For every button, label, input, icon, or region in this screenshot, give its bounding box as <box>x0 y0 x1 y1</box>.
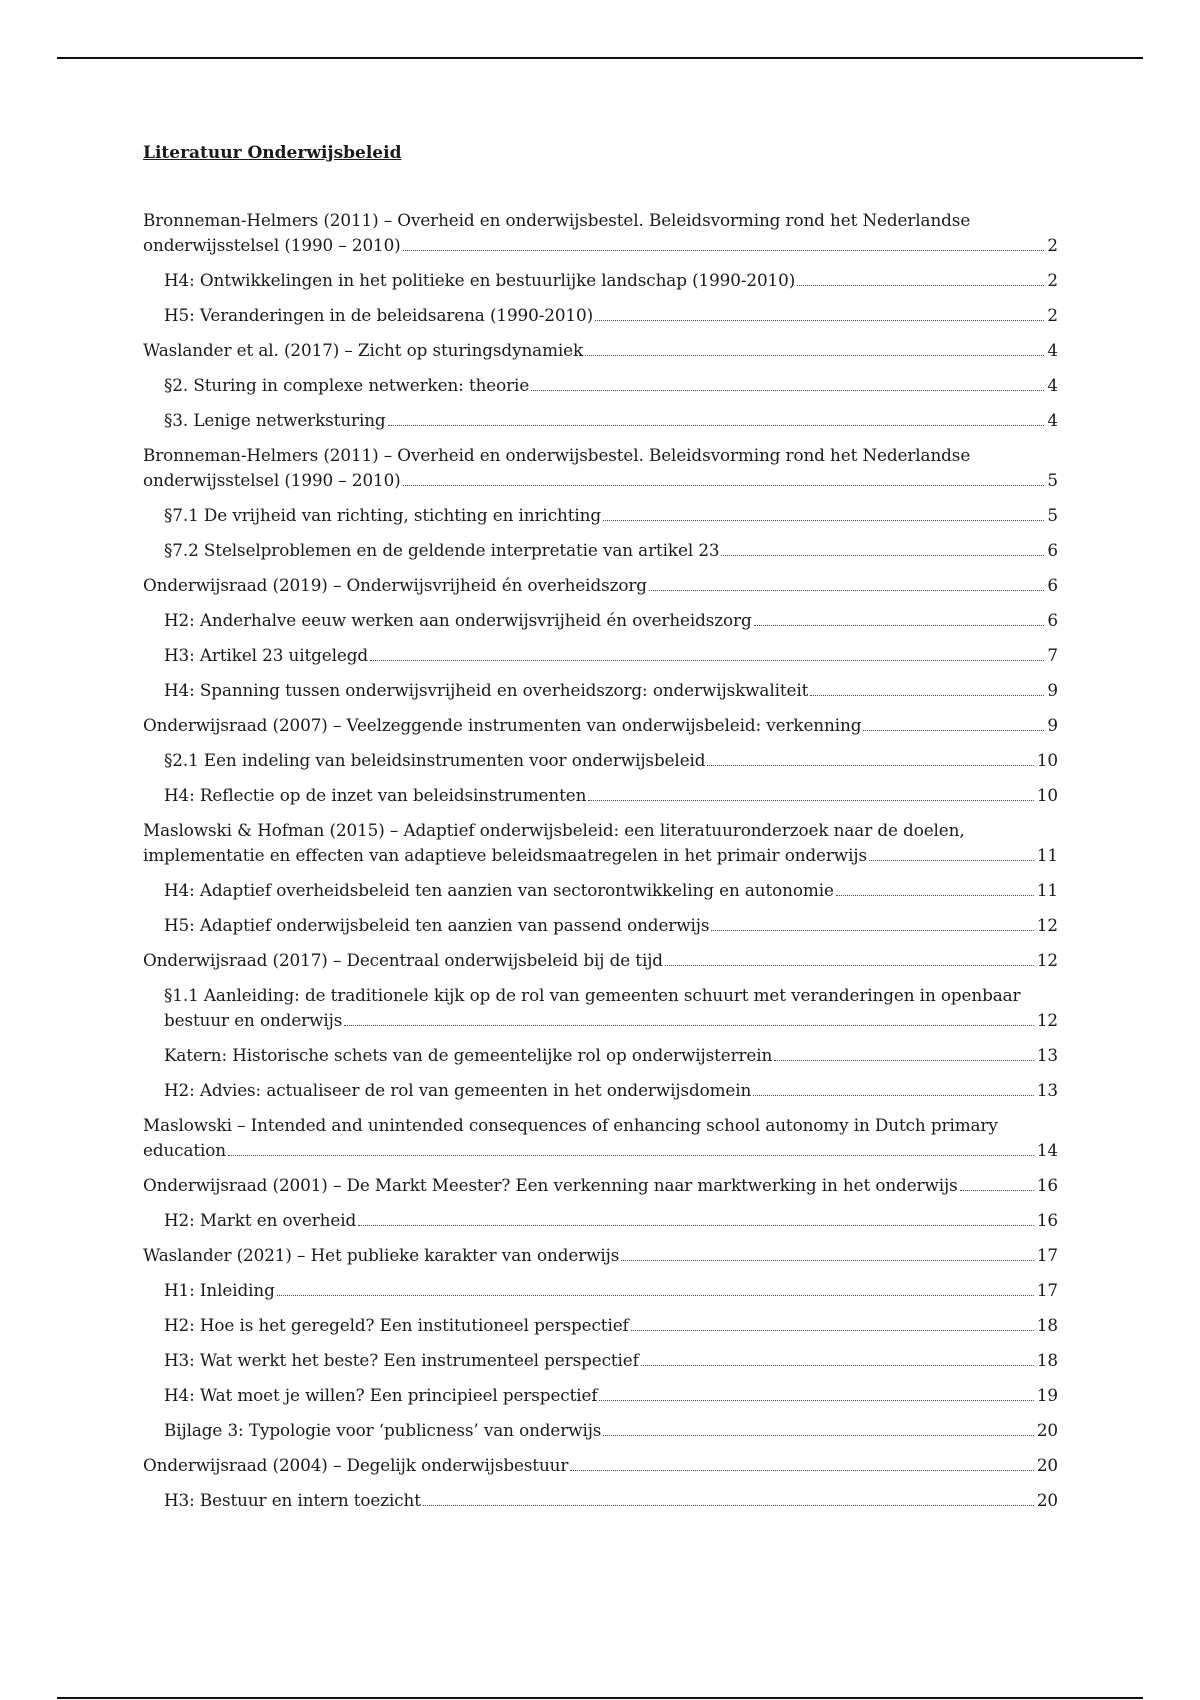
toc-page-number: 12 <box>1036 950 1058 970</box>
toc-entry-line <box>143 233 1058 258</box>
toc-entry-text: H1: Inleiding <box>164 1280 275 1300</box>
dot-leader <box>665 965 1034 966</box>
dot-leader <box>863 730 1044 731</box>
toc-entry-line <box>143 1138 1058 1163</box>
dot-leader <box>603 1435 1034 1436</box>
toc-entry-text: Waslander et al. (2017) – Zicht op sturingsdynamiek <box>143 340 584 360</box>
dot-leader <box>388 425 1045 426</box>
dot-leader <box>599 1400 1033 1401</box>
toc-entry-line <box>164 878 1058 903</box>
toc-entry-text-line1: Maslowski – Intended and unintended consequences of enhancing school autonomy in Dutch primary <box>143 1115 998 1135</box>
dot-leader <box>570 1470 1034 1471</box>
header-rule <box>57 57 1143 59</box>
toc-page-number: 16 <box>1036 1175 1058 1195</box>
toc-subentry[interactable] <box>143 538 1058 563</box>
toc-entry[interactable] <box>143 818 1058 868</box>
toc-page-number: 13 <box>1036 1080 1058 1100</box>
toc-entry-line <box>164 1043 1058 1068</box>
toc-entry-text: H2: Advies: actualiseer de rol van gemeenten in het onderwijsdomein <box>164 1080 752 1100</box>
toc-entry-line <box>164 1383 1058 1408</box>
toc-page-number: 5 <box>1047 505 1058 525</box>
dot-leader <box>423 1505 1034 1506</box>
toc-entry[interactable] <box>143 208 1058 258</box>
dot-leader <box>631 1330 1034 1331</box>
toc-entry[interactable] <box>143 1113 1058 1163</box>
dot-leader <box>588 800 1034 801</box>
toc-page-number: 12 <box>1036 915 1058 935</box>
toc-page-number: 10 <box>1036 785 1058 805</box>
toc-page-number: 17 <box>1036 1245 1058 1265</box>
toc-entry-line <box>164 503 1058 528</box>
toc-page-number: 14 <box>1036 1140 1058 1160</box>
toc-subentry[interactable] <box>143 1418 1058 1443</box>
toc-entry-text: H2: Anderhalve eeuw werken aan onderwijsvrijheid én overheidszorg <box>164 610 752 630</box>
toc-entry-line <box>164 408 1058 433</box>
toc-subentry[interactable] <box>143 1488 1058 1513</box>
toc-entry-text: Onderwijsraad (2017) – Decentraal onderwijsbeleid bij de tijd <box>143 950 663 970</box>
toc-entry-text: Bijlage 3: Typologie voor ‘publicness’ van onderwijs <box>164 1420 602 1440</box>
toc-entry-line <box>143 1453 1058 1478</box>
toc-entry-text: H4: Reflectie op de inzet van beleidsinstrumenten <box>164 785 587 805</box>
toc-entry-text: Onderwijsraad (2004) – Degelijk onderwijsbestuur <box>143 1455 569 1475</box>
toc-subentry[interactable] <box>143 748 1058 773</box>
dot-leader <box>649 590 1045 591</box>
toc-subentry[interactable] <box>143 1078 1058 1103</box>
toc-entry-text: H4: Ontwikkelingen in het politieke en bestuurlijke landschap (1990-2010) <box>164 270 796 290</box>
toc-entry-text: §2. Sturing in complexe netwerken: theorie <box>164 375 530 395</box>
toc-entry-line <box>164 913 1058 938</box>
toc-entry-line <box>164 783 1058 808</box>
toc-entry-line <box>164 1078 1058 1103</box>
toc-entry-text: onderwijsstelsel (1990 – 2010) <box>143 235 401 255</box>
dot-leader <box>721 555 1044 556</box>
toc-page-number: 6 <box>1047 575 1058 595</box>
toc-page-number: 4 <box>1047 410 1058 430</box>
toc-entry-text: bestuur en onderwijs <box>164 1010 343 1030</box>
toc-entry-text: H2: Markt en overheid <box>164 1210 357 1230</box>
toc-subentry[interactable] <box>143 1043 1058 1068</box>
toc-page-number: 11 <box>1036 880 1058 900</box>
toc-page-number: 20 <box>1036 1420 1058 1440</box>
toc-entry-line <box>143 1243 1058 1268</box>
toc-page-number: 17 <box>1036 1280 1058 1300</box>
toc-subentry[interactable] <box>143 1208 1058 1233</box>
dot-leader <box>585 355 1044 356</box>
toc-entry-text-line1: Bronneman-Helmers (2011) – Overheid en onderwijsbestel. Beleidsvorming rond het Nederlandse <box>143 445 971 465</box>
toc-entry-text: Onderwijsraad (2019) – Onderwijsvrijheid én overheidszorg <box>143 575 647 595</box>
toc-entry-text: H4: Adaptief overheidsbeleid ten aanzien van sectorontwikkeling en autonomie <box>164 880 834 900</box>
toc-page-number: 10 <box>1036 750 1058 770</box>
toc-page-number: 6 <box>1047 540 1058 560</box>
toc-entry-text-line1: §1.1 Aanleiding: de traditionele kijk op de rol van gemeenten schuurt met veranderingen in openbaar <box>164 985 1021 1005</box>
toc-entry-line <box>143 468 1058 493</box>
toc-entry-text-line1: Maslowski & Hofman (2015) – Adaptief onderwijsbeleid: een literatuuronderzoek naar de doelen, <box>143 820 965 840</box>
table-of-contents <box>143 208 1058 1513</box>
toc-subentry[interactable] <box>143 1348 1058 1373</box>
toc-page-number: 2 <box>1047 270 1058 290</box>
toc-entry-text: H4: Wat moet je willen? Een principieel perspectief <box>164 1385 598 1405</box>
toc-subentry[interactable] <box>143 268 1058 293</box>
toc-entry[interactable] <box>143 338 1058 363</box>
toc-page-number: 7 <box>1047 645 1058 665</box>
document-body <box>143 142 1058 1523</box>
toc-subentry[interactable] <box>143 608 1058 633</box>
toc-entry-text: Onderwijsraad (2001) – De Markt Meester? Een verkenning naar marktwerking in het onderwijs <box>143 1175 958 1195</box>
toc-entry[interactable] <box>143 713 1058 738</box>
dot-leader <box>960 1190 1034 1191</box>
dot-leader <box>277 1295 1034 1296</box>
toc-page-number: 19 <box>1036 1385 1058 1405</box>
toc-entry-text: H3: Artikel 23 uitgelegd <box>164 645 369 665</box>
toc-page-number: 18 <box>1036 1350 1058 1370</box>
dot-leader <box>403 250 1045 251</box>
toc-subentry[interactable] <box>143 503 1058 528</box>
dot-leader <box>797 285 1044 286</box>
toc-entry-line <box>164 1348 1058 1373</box>
toc-subentry[interactable] <box>143 878 1058 903</box>
dot-leader <box>531 390 1044 391</box>
toc-entry-text: H5: Adaptief onderwijsbeleid ten aanzien van passend onderwijs <box>164 915 710 935</box>
toc-subentry[interactable] <box>143 1313 1058 1338</box>
dot-leader <box>403 485 1045 486</box>
toc-page-number: 12 <box>1036 1010 1058 1030</box>
dot-leader <box>344 1025 1034 1026</box>
toc-subentry[interactable] <box>143 408 1058 433</box>
toc-page-number: 18 <box>1036 1315 1058 1335</box>
dot-leader <box>370 660 1044 661</box>
dot-leader <box>621 1260 1034 1261</box>
toc-entry-text: H3: Wat werkt het beste? Een instrumenteel perspectief <box>164 1350 639 1370</box>
toc-subentry[interactable] <box>143 678 1058 703</box>
toc-entry-line <box>143 713 1058 738</box>
toc-page-number: 2 <box>1047 305 1058 325</box>
toc-subentry[interactable] <box>143 643 1058 668</box>
toc-entry[interactable] <box>143 1243 1058 1268</box>
toc-entry-line <box>164 1208 1058 1233</box>
toc-page-number: 20 <box>1036 1490 1058 1510</box>
toc-entry-line <box>164 373 1058 398</box>
toc-entry-text: Katern: Historische schets van de gemeentelijke rol op onderwijsterrein <box>164 1045 773 1065</box>
toc-entry-line <box>143 843 1058 868</box>
toc-entry-line <box>164 608 1058 633</box>
toc-page-number: 16 <box>1036 1210 1058 1230</box>
toc-entry-line <box>164 268 1058 293</box>
document-title: Literatuur Onderwijsbeleid <box>143 143 402 163</box>
toc-entry-text: onderwijsstelsel (1990 – 2010) <box>143 470 401 490</box>
toc-entry-text: §2.1 Een indeling van beleidsinstrumenten voor onderwijsbeleid <box>164 750 706 770</box>
toc-entry-line <box>143 573 1058 598</box>
toc-entry-line <box>164 678 1058 703</box>
toc-subentry[interactable] <box>143 983 1058 1033</box>
toc-entry-text: education <box>143 1140 227 1160</box>
toc-entry-text: H5: Veranderingen in de beleidsarena (1990-2010) <box>164 305 594 325</box>
toc-entry-text: §3. Lenige netwerksturing <box>164 410 386 430</box>
toc-entry-line <box>164 643 1058 668</box>
dot-leader <box>754 625 1045 626</box>
toc-entry[interactable] <box>143 573 1058 598</box>
toc-page-number: 6 <box>1047 610 1058 630</box>
toc-entry-text: H2: Hoe is het geregeld? Een institutioneel perspectief <box>164 1315 629 1335</box>
toc-subentry[interactable] <box>143 783 1058 808</box>
toc-entry-text: Onderwijsraad (2007) – Veelzeggende instrumenten van onderwijsbeleid: verkenning <box>143 715 862 735</box>
toc-entry-line <box>164 303 1058 328</box>
toc-entry-line <box>164 748 1058 773</box>
dot-leader <box>836 895 1034 896</box>
dot-leader <box>753 1095 1034 1096</box>
dot-leader <box>641 1365 1034 1366</box>
dot-leader <box>603 520 1044 521</box>
toc-subentry[interactable] <box>143 913 1058 938</box>
toc-page-number: 20 <box>1036 1455 1058 1475</box>
toc-subentry[interactable] <box>143 1383 1058 1408</box>
toc-page-number: 4 <box>1047 375 1058 395</box>
toc-entry-line <box>164 538 1058 563</box>
toc-entry[interactable] <box>143 443 1058 493</box>
toc-entry-line <box>143 948 1058 973</box>
toc-page-number: 4 <box>1047 340 1058 360</box>
dot-leader <box>595 320 1044 321</box>
toc-entry-text: implementatie en effecten van adaptieve beleidsmaatregelen in het primair onderwijs <box>143 845 867 865</box>
toc-entry-text: §7.1 De vrijheid van richting, stichting en inrichting <box>164 505 601 525</box>
toc-entry-line <box>164 1278 1058 1303</box>
toc-entry[interactable] <box>143 1173 1058 1198</box>
dot-leader <box>774 1060 1034 1061</box>
toc-entry-text: §7.2 Stelselproblemen en de geldende interpretatie van artikel 23 <box>164 540 720 560</box>
toc-entry-text-line1: Bronneman-Helmers (2011) – Overheid en onderwijsbestel. Beleidsvorming rond het Nederlandse <box>143 210 971 230</box>
toc-page-number: 13 <box>1036 1045 1058 1065</box>
toc-entry[interactable] <box>143 1453 1058 1478</box>
toc-entry-line <box>164 1313 1058 1338</box>
toc-page-number: 9 <box>1047 680 1058 700</box>
toc-entry-text: H3: Bestuur en intern toezicht <box>164 1490 421 1510</box>
toc-entry-line <box>164 1008 1058 1033</box>
toc-entry-text: H4: Spanning tussen onderwijsvrijheid en overheidszorg: onderwijskwaliteit <box>164 680 809 700</box>
toc-entry-line <box>143 338 1058 363</box>
toc-page-number: 9 <box>1047 715 1058 735</box>
footer-rule <box>57 1697 1143 1699</box>
toc-entry-line <box>164 1418 1058 1443</box>
dot-leader <box>810 695 1044 696</box>
toc-entry-text: Waslander (2021) – Het publieke karakter van onderwijs <box>143 1245 620 1265</box>
toc-entry[interactable] <box>143 948 1058 973</box>
toc-entry-line <box>143 1173 1058 1198</box>
dot-leader <box>228 1155 1034 1156</box>
toc-page-number: 2 <box>1047 235 1058 255</box>
dot-leader <box>707 765 1033 766</box>
dot-leader <box>869 860 1034 861</box>
toc-page-number: 5 <box>1047 470 1058 490</box>
dot-leader <box>358 1225 1034 1226</box>
toc-subentry[interactable] <box>143 373 1058 398</box>
dot-leader <box>711 930 1033 931</box>
toc-subentry[interactable] <box>143 303 1058 328</box>
toc-entry-line <box>164 1488 1058 1513</box>
toc-subentry[interactable] <box>143 1278 1058 1303</box>
toc-page-number: 11 <box>1036 845 1058 865</box>
